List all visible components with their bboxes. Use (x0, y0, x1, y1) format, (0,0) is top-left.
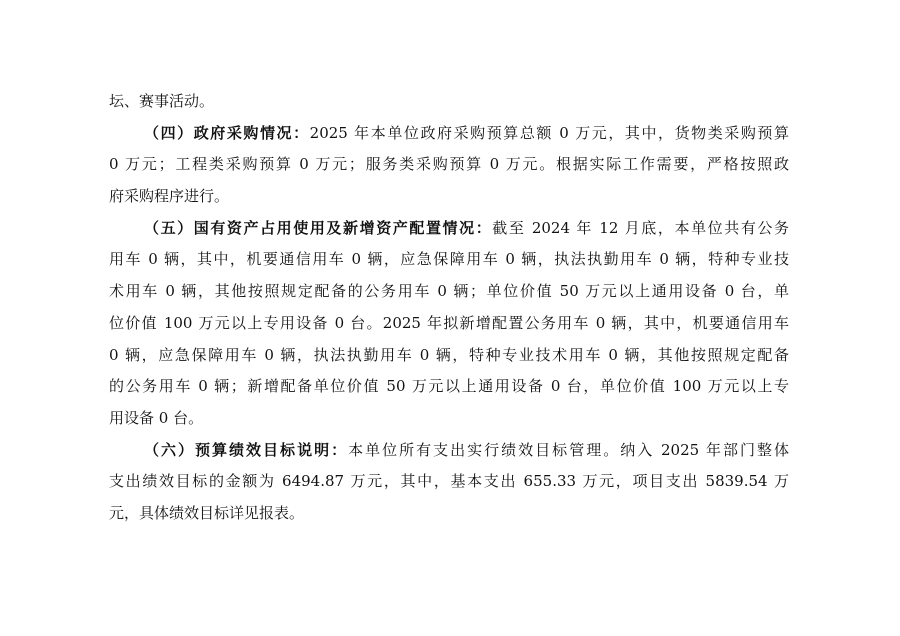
section-heading: （五）国有资产占用使用及新增资产配置情况： (144, 218, 493, 237)
paragraph-line (109, 403, 789, 435)
paragraph-line (109, 276, 789, 308)
paragraph-text: 坛、赛事活动。 (109, 92, 215, 110)
document-page (109, 86, 789, 530)
paragraph-text: 本单位所有支出实行绩效目标管理。纳入 2025 年部门整体 (348, 440, 789, 459)
paragraph-line (109, 308, 789, 340)
section-heading: （四）政府采购情况： (144, 123, 310, 142)
section-performance (109, 435, 789, 530)
paragraph-line (109, 149, 789, 181)
section-procurement (109, 118, 789, 213)
paragraph-text: 的公务用车 0 辆；新增配备单位价值 50 万元以上通用设备 0 台，单位价值 100 万元以上专 (109, 377, 789, 396)
paragraph-line (109, 244, 789, 276)
paragraph-text: 0 万元；工程类采购预算 0 万元；服务类采购预算 0 万元。根据实际工作需要，严格按照政 (109, 155, 789, 174)
paragraph-text: 术用车 0 辆，其他按照规定配备的公务用车 0 辆；单位价值 50 万元以上通用设备 0 台，单 (109, 282, 789, 301)
section-heading: （六）预算绩效目标说明： (144, 440, 349, 459)
paragraph-line (109, 435, 789, 467)
paragraph-text: 位价值 100 万元以上专用设备 0 台。2025 年拟新增配置公务用车 0 辆，其中，机要通信用车 (109, 313, 789, 332)
paragraph-text: 用设备 0 台。 (109, 408, 204, 427)
paragraph-line (109, 118, 789, 150)
paragraph-text: 截至 2024 年 12 月底，本单位共有公务 (492, 218, 789, 237)
paragraph-line (109, 466, 789, 498)
paragraph-text: 0 辆，应急保障用车 0 辆，执法执勤用车 0 辆，特种专业技术用车 0 辆，其他按照规定配备 (109, 345, 789, 364)
paragraph-text: 2025 年本单位政府采购预算总额 0 万元，其中，货物类采购预算 (309, 123, 789, 142)
paragraph-line (109, 371, 789, 403)
paragraph-text: 支出绩效目标的金额为 6494.87 万元，其中，基本支出 655.33 万元，项目支出 5839.54 万 (109, 472, 789, 491)
paragraph-line (109, 213, 789, 245)
paragraph-text: 用车 0 辆，其中，机要通信用车 0 辆，应急保障用车 0 辆，执法执勤用车 0 辆，特种专业技 (109, 250, 789, 269)
paragraph-line (109, 340, 789, 372)
paragraph-text: 府采购程序进行。 (109, 187, 230, 206)
continuation-line (109, 86, 789, 118)
paragraph-line (109, 498, 789, 530)
section-assets (109, 213, 789, 435)
paragraph-line (109, 181, 789, 213)
paragraph-text: 元，具体绩效目标详见报表。 (109, 503, 305, 522)
